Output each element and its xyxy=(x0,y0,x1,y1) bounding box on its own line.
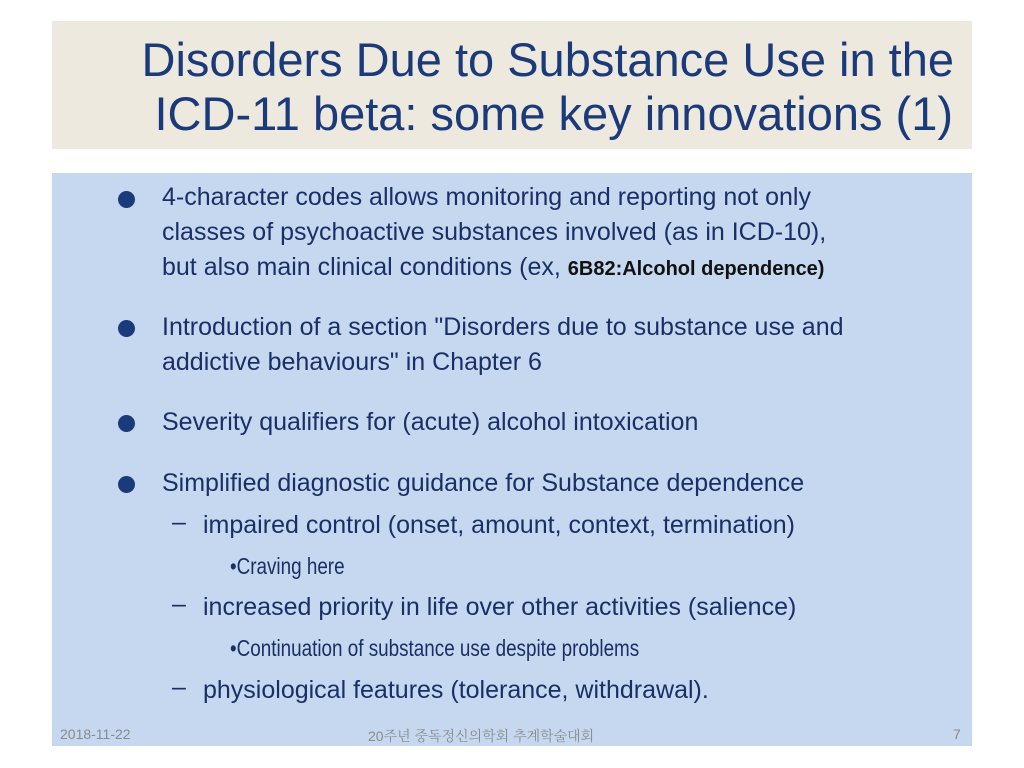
sub-item-impaired-control: impaired control (onset, amount, context, termination) xyxy=(203,511,795,539)
dash-marker: – xyxy=(172,508,186,536)
sub-sub-item-continuation: •Continuation of substance use despite problems xyxy=(230,635,640,661)
sub-item-physiological: physiological features (tolerance, withdrawal). xyxy=(203,676,709,704)
dash-marker: – xyxy=(172,590,186,618)
footer-event: 20주년 중독정신의학회 추계학술대회 xyxy=(368,728,595,744)
bullet-item-section xyxy=(162,310,844,380)
title-line-2: ICD-11 beta: some key innovations (1) xyxy=(154,87,953,140)
bullet-line: Introduction of a section "Disorders due to substance use and xyxy=(162,313,844,341)
title-line-1: Disorders Due to Substance Use in the xyxy=(141,33,954,86)
slide-number: 7 xyxy=(953,726,961,742)
bullet-line-text: but also main clinical conditions (ex, xyxy=(162,253,568,281)
bullet-line: Severity qualifiers for (acute) alcohol intoxication xyxy=(162,408,699,436)
dash-marker: – xyxy=(172,673,186,701)
bullet-marker xyxy=(118,320,135,337)
bullet-marker xyxy=(118,191,135,208)
bullet-marker xyxy=(118,476,135,493)
bullet-line: Simplified diagnostic guidance for Substance dependence xyxy=(162,469,805,497)
bullet-line: 4-character codes allows monitoring and reporting not only xyxy=(162,183,811,211)
slide-title xyxy=(52,33,972,141)
icd-code-example: 6B82:Alcohol dependence) xyxy=(567,258,825,280)
bullet-line xyxy=(162,250,826,287)
footer-date: 2018-11-22 xyxy=(60,726,131,742)
sub-sub-item-craving: •Craving here xyxy=(230,553,345,579)
bullet-line: addictive behaviours" in Chapter 6 xyxy=(162,348,542,376)
bullet-item-severity xyxy=(162,405,698,440)
title-box xyxy=(52,21,972,149)
bullet-line: classes of psychoactive substances involved (as in ICD-10), xyxy=(162,218,827,246)
bullet-marker xyxy=(118,415,135,432)
bullet-item-codes xyxy=(162,180,826,287)
sub-item-salience: increased priority in life over other activities (salience) xyxy=(203,593,797,621)
bullet-item-guidance xyxy=(162,466,804,501)
